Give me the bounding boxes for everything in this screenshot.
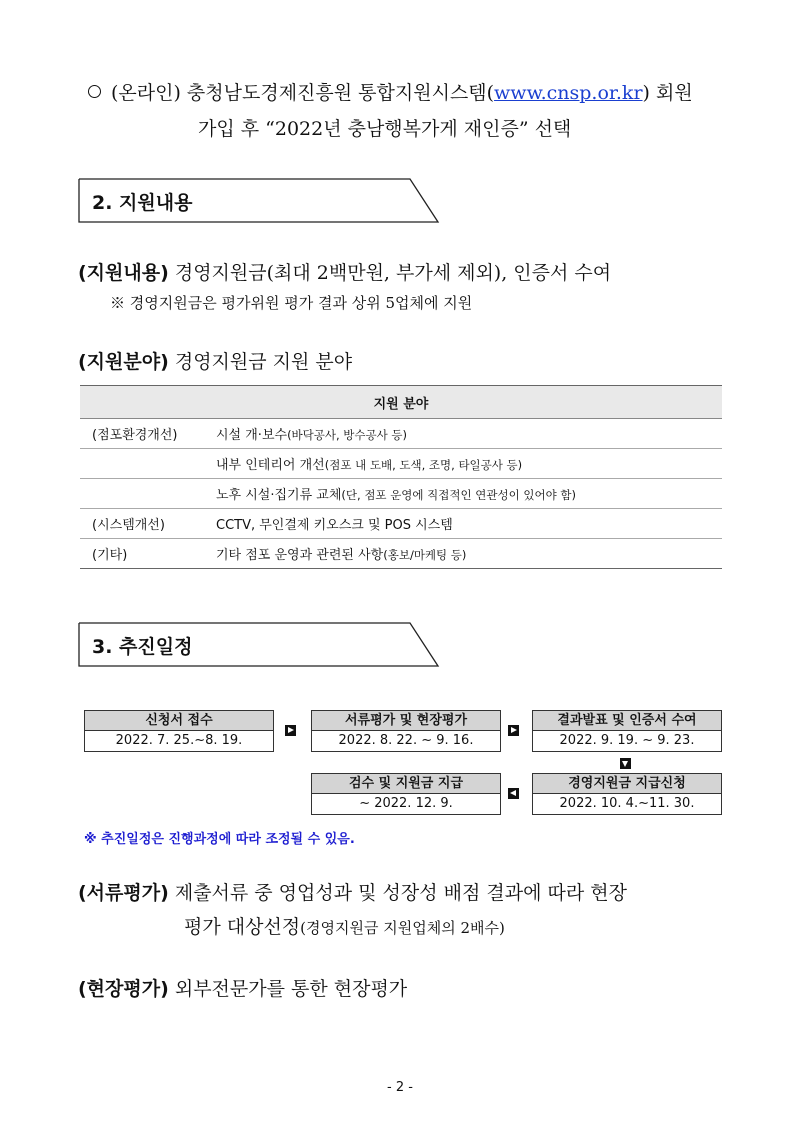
step-name: 경영지원금 지급신청: [533, 774, 721, 794]
site-eval-label: (현장평가): [78, 978, 169, 1000]
step-name: 검수 및 지원금 지급: [312, 774, 500, 794]
table-cell-desc: 기타 점포 운영과 관련된 사항(홍보/마케팅 등): [210, 539, 722, 569]
table-cell-category: (기타): [80, 539, 210, 569]
site-eval-text: 외부전문가를 통한 현장평가: [168, 978, 408, 1000]
intro-line-1: [88, 78, 693, 105]
arrow-right-icon: [285, 725, 296, 736]
table-row: [80, 479, 722, 509]
step-date: 2022. 8. 22. ~ 9. 16.: [338, 733, 474, 748]
cnsp-link[interactable]: www.cnsp.or.kr: [494, 82, 643, 104]
step-name: 신청서 접수: [85, 711, 273, 731]
step-date: 2022. 7. 25.~8. 19.: [115, 733, 243, 748]
support-content-line: [78, 258, 611, 285]
table-row: [80, 539, 722, 569]
support-field-table: [80, 385, 722, 569]
table-cell-category: (시스템개선): [80, 509, 210, 539]
section-3-title: 3. 추진일정: [92, 636, 193, 658]
site-eval-line: [78, 974, 407, 1001]
schedule-step-application: [84, 710, 274, 752]
table-header: 지원 분야: [80, 386, 722, 419]
table-header-row: [80, 386, 722, 419]
arrow-down-icon: [620, 758, 631, 769]
doc-eval-label: (서류평가): [78, 882, 169, 904]
table-cell-category: (점포환경개선): [80, 419, 210, 449]
schedule-step-payment-request: [532, 773, 722, 815]
arrow-right-icon: [508, 725, 519, 736]
schedule-step-inspection: [311, 773, 501, 815]
field-text: 경영지원금 지원 분야: [168, 351, 353, 373]
table-cell-desc: CCTV, 무인결제 키오스크 및 POS 시스템: [210, 509, 722, 539]
section-2-header: [78, 178, 438, 224]
step-name: 서류평가 및 현장평가: [312, 711, 500, 731]
support-note: ※ 경영지원금은 평가위원 평가 결과 상위 5업체에 지원: [110, 294, 473, 312]
table-row: [80, 419, 722, 449]
doc-eval-text-2-small: (경영지원금 지원업체의 2배수): [300, 919, 505, 937]
intro-text-pre: (온라인) 충청남도경제진흥원 통합지원시스템(: [111, 82, 495, 104]
document-eval-line-2: [184, 912, 505, 939]
step-name: 결과발표 및 인증서 수여: [533, 711, 721, 731]
section-2-title: 2. 지원내용: [92, 192, 193, 214]
page-number: - 2 -: [387, 1080, 413, 1095]
schedule-step-announcement: [532, 710, 722, 752]
step-date: 2022. 10. 4.~11. 30.: [559, 796, 695, 811]
intro-line-2: 가입 후 “2022년 충남행복가게 재인증” 선택: [198, 118, 572, 140]
table-cell-category: [80, 449, 210, 479]
table-cell-category: [80, 479, 210, 509]
doc-eval-text-2: 평가 대상선정: [184, 916, 301, 938]
table-row: [80, 509, 722, 539]
schedule-note: ※ 추진일정은 진행과정에 따라 조정될 수 있음.: [84, 832, 355, 847]
field-label: (지원분야): [78, 351, 169, 373]
document-eval-line: [78, 878, 627, 905]
table-cell-desc: 시설 개·보수(바닥공사, 방수공사 등): [210, 419, 722, 449]
table-cell-desc: 노후 시설·집기류 교체(단, 점포 운영에 직접적인 연관성이 있어야 함): [210, 479, 722, 509]
step-date: 2022. 9. 19. ~ 9. 23.: [559, 733, 695, 748]
section-3-header: [78, 622, 438, 668]
table-row: [80, 449, 722, 479]
support-label: (지원내용): [78, 262, 169, 284]
schedule-step-evaluation: [311, 710, 501, 752]
intro-text-post: ) 회원: [642, 82, 693, 104]
support-field-line: [78, 347, 352, 374]
doc-eval-text: 제출서류 중 영업성과 및 성장성 배점 결과에 따라 현장: [168, 882, 627, 904]
step-date: ~ 2022. 12. 9.: [359, 796, 453, 811]
circle-bullet-icon: [88, 85, 101, 98]
support-text: 경영지원금(최대 2백만원, 부가세 제외), 인증서 수여: [168, 262, 612, 284]
table-cell-desc: 내부 인테리어 개선(점포 내 도배, 도색, 조명, 타일공사 등): [210, 449, 722, 479]
arrow-left-icon: [508, 788, 519, 799]
